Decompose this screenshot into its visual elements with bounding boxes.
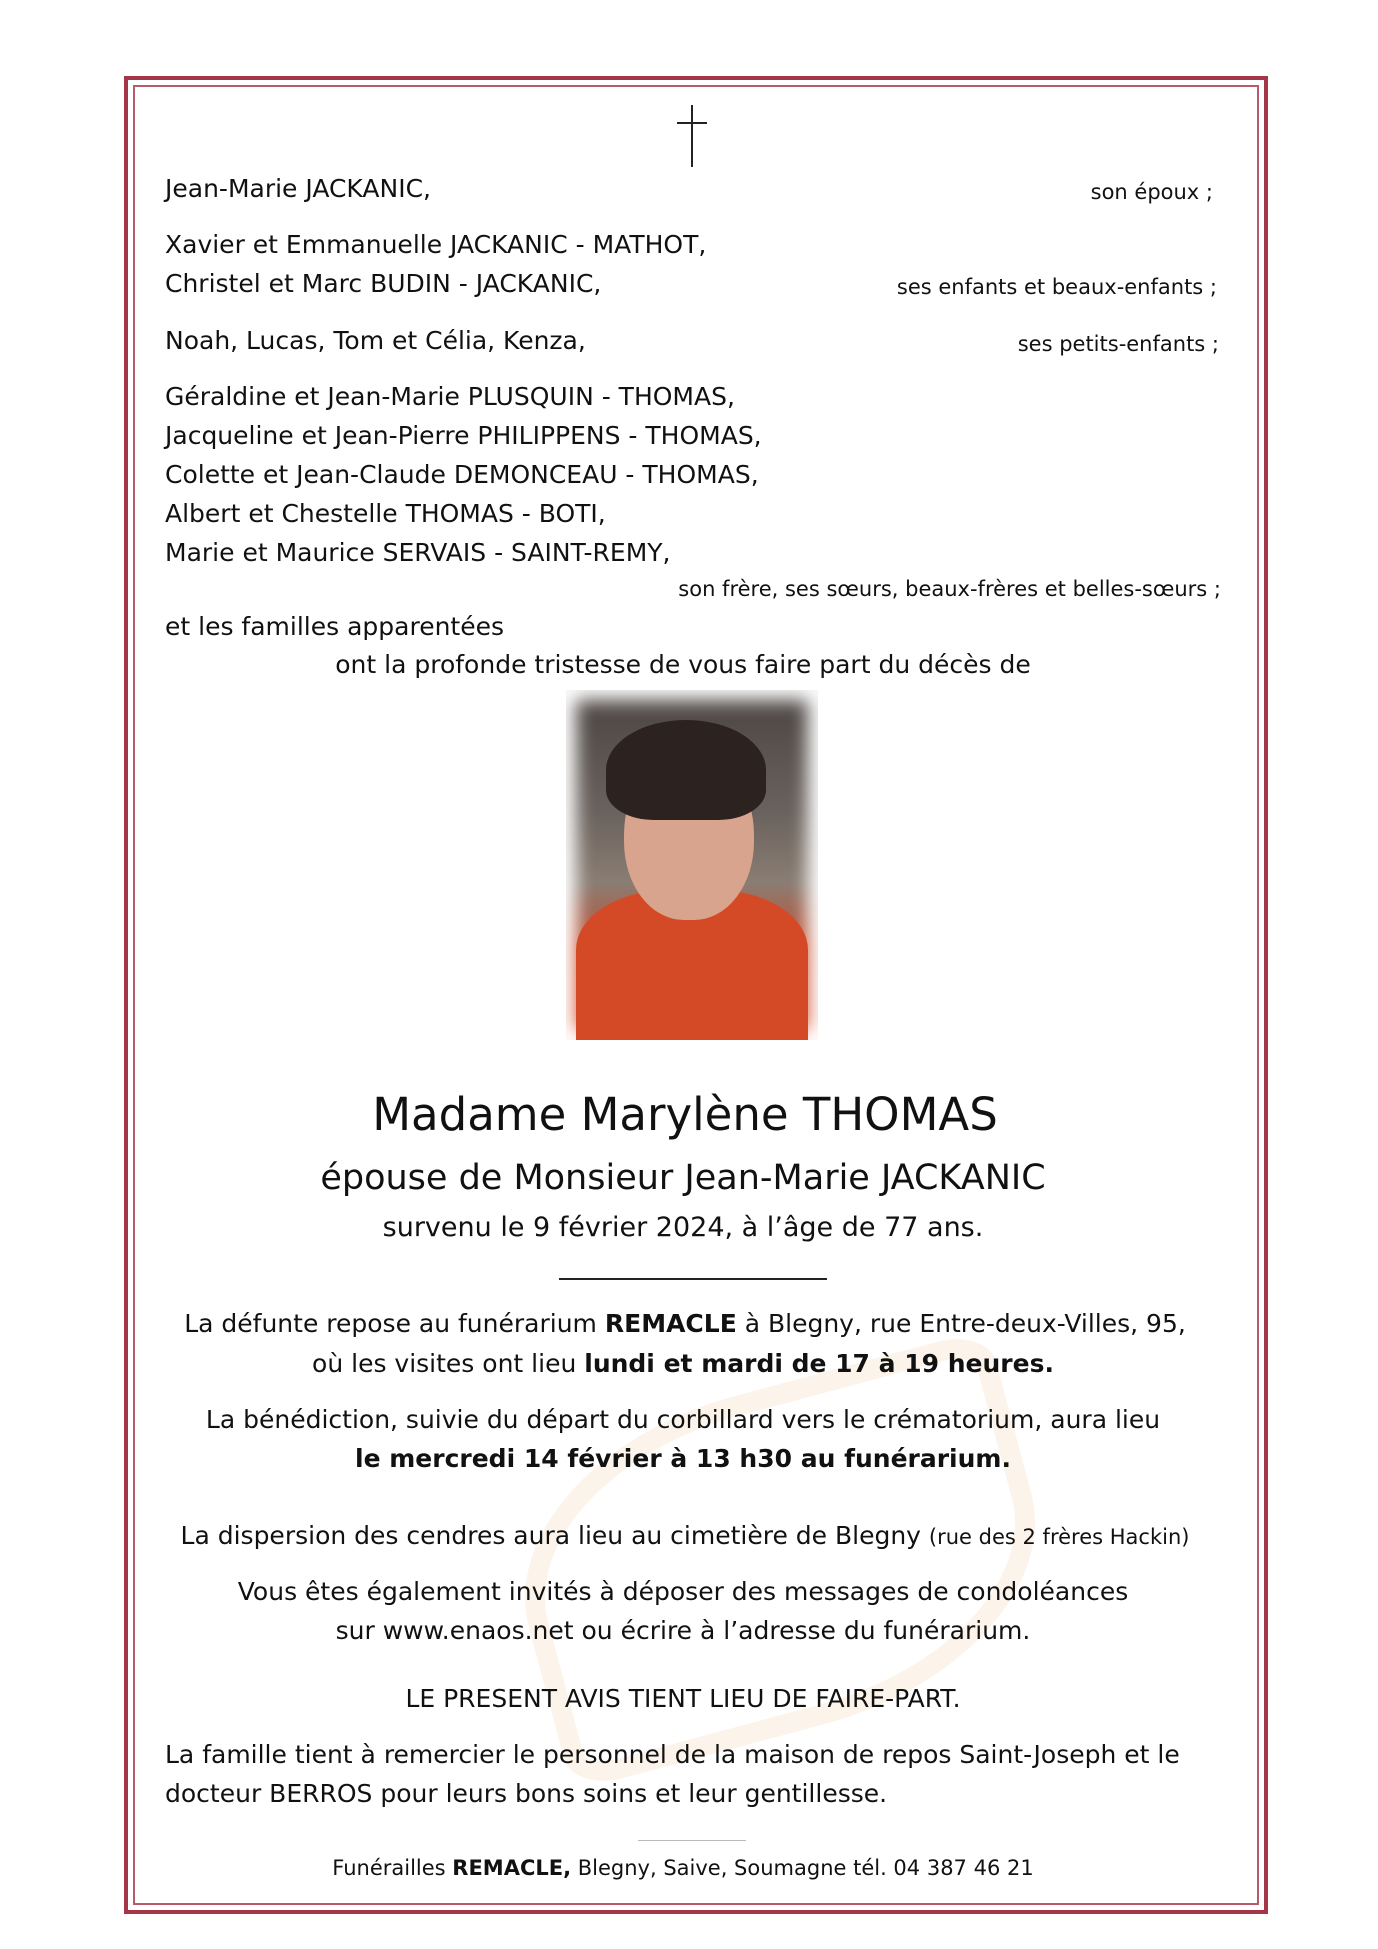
thanks-line-2: docteur BERROS pour leurs bons soins et leur gentillesse. (165, 1779, 888, 1808)
relatives: et les familles apparentées (165, 612, 505, 641)
spouse-name: Jean-Marie JACKANIC, (165, 174, 431, 203)
siblings-role: son frère, ses sœurs, beaux-frères et belles-sœurs ; (678, 577, 1221, 601)
divider (559, 1278, 827, 1280)
grandchildren: Noah, Lucas, Tom et Célia, Kenza, (165, 326, 586, 355)
deceased-photo (566, 690, 818, 1040)
benediction-line: La bénédiction, suivie du départ du corbillard vers le crématorium, aura lieu (205, 1405, 1161, 1434)
children-line-2: Christel et Marc BUDIN - JACKANIC, (165, 269, 602, 298)
benediction-time: le mercredi 14 février à 13 h30 au funérarium. (355, 1444, 1011, 1473)
grandchildren-role: ses petits-enfants ; (1017, 332, 1219, 356)
deceased-name: Madame Marylène THOMAS (372, 1088, 998, 1141)
sibling-line-5: Marie et Maurice SERVAIS - SAINT-REMY, (165, 538, 671, 567)
sibling-line-4: Albert et Chestelle THOMAS - BOTI, (165, 499, 606, 528)
announcement: ont la profonde tristesse de vous faire part du décès de (335, 650, 1031, 679)
spouse-role: son époux ; (1090, 180, 1213, 204)
children-line-1: Xavier et Emmanuelle JACKANIC - MATHOT, (165, 230, 707, 259)
children-role: ses enfants et beaux-enfants ; (896, 275, 1217, 299)
cross-icon (677, 105, 707, 167)
sibling-line-1: Géraldine et Jean-Marie PLUSQUIN - THOMAS, (165, 382, 735, 411)
visits-line: où les visites ont lieu lundi et mardi de 17 à 19 heures. (312, 1349, 1054, 1378)
thanks-line-1: La famille tient à remercier le personnel de la maison de repos Saint-Joseph et le (165, 1740, 1180, 1769)
condolences-line-1: Vous êtes également invités à déposer des messages de condoléances (237, 1577, 1129, 1606)
dispersion-line: La dispersion des cendres aura lieu au cimetière de Blegny (rue des 2 frères Hackin) (180, 1521, 1190, 1550)
repose-line: La défunte repose au funérarium REMACLE à Blegny, rue Entre-deux-Villes, 95, (184, 1309, 1186, 1338)
sibling-line-2: Jacqueline et Jean-Pierre PHILIPPENS - THOMAS, (165, 421, 762, 450)
footer-divider (638, 1840, 746, 1841)
death-line: survenu le 9 février 2024, à l’âge de 77 ans. (382, 1212, 984, 1243)
notice: LE PRESENT AVIS TIENT LIEU DE FAIRE-PART. (405, 1684, 961, 1713)
footer: Funérailles REMACLE, Blegny, Saive, Soumagne tél. 04 387 46 21 (332, 1856, 1034, 1880)
sibling-line-3: Colette et Jean-Claude DEMONCEAU - THOMAS, (165, 460, 759, 489)
spouse-line: épouse de Monsieur Jean-Marie JACKANIC (320, 1158, 1046, 1198)
condolences-line-2: sur www.enaos.net ou écrire à l’adresse du funérarium. (335, 1616, 1031, 1645)
